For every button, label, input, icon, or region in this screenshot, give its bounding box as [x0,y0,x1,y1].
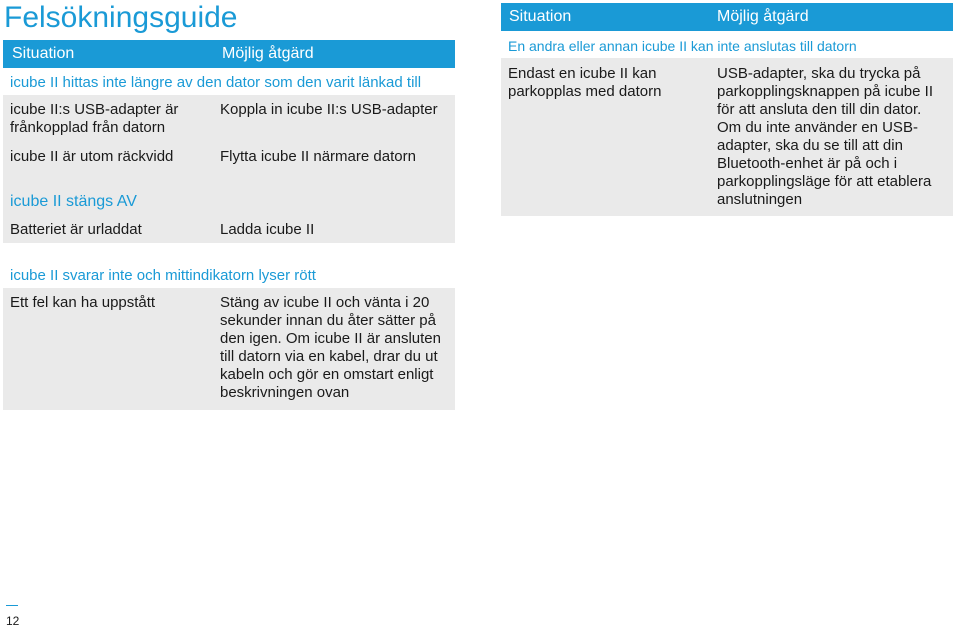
left-header-situation: Situation [12,45,75,62]
left-row1-action: Koppla in icube II:s USB-adapter [220,101,438,118]
left-row2-situation: icube II är utom räckvidd [10,148,174,165]
left-row2-action: Flytta icube II närmare datorn [220,148,416,165]
left-row4-action: Ladda icube II [220,221,315,238]
left-row3-situation: icube II stängs AV [10,193,137,210]
right-header-situation: Situation [509,8,572,25]
left-section2-row1-situation: Ett fel kan ha uppstått [10,294,156,311]
left-table-header [3,40,455,68]
left-section2-row1-action: Stäng av icube II och vänta i 20 sekunder innan du åter sätter på den igen. Om icube II är ansluten till datorn via en kabel, drar du ut kabeln och gör en omstart enligt beskrivningen ovan [220,294,441,401]
left-row1-situation: icube II:s USB-adapter är frånkopplad från datorn [10,101,179,136]
right-header-action: Möjlig åtgärd [717,8,809,25]
right-row1-situation: Endast en icube II kan parkopplas med datorn [508,65,662,100]
page-number: 12 [6,614,20,628]
right-row1-action: USB-adapter, ska du trycka på parkopplingsknappen på icube II för att ansluta den till din dator. Om du inte använder en USB-adapter, ska du se till att din Bluetooth-enhet är på och i parkopplingsläge för att etablera anslutningen [717,65,933,208]
left-row4-situation: Batteriet är urladdat [10,221,142,238]
page-number-rule [6,605,18,606]
left-section1-title: icube II hittas inte längre av den dator som den varit länkad till [10,74,422,91]
left-header-action: Möjlig åtgärd [222,45,314,62]
right-section1-title: En andra eller annan icube II kan inte anslutas till datorn [508,38,857,54]
left-section2-title: icube II svarar inte och mittindikatorn lyser rött [10,267,316,284]
page-title: Felsökningsguide [4,1,238,34]
right-table-header [501,3,953,31]
